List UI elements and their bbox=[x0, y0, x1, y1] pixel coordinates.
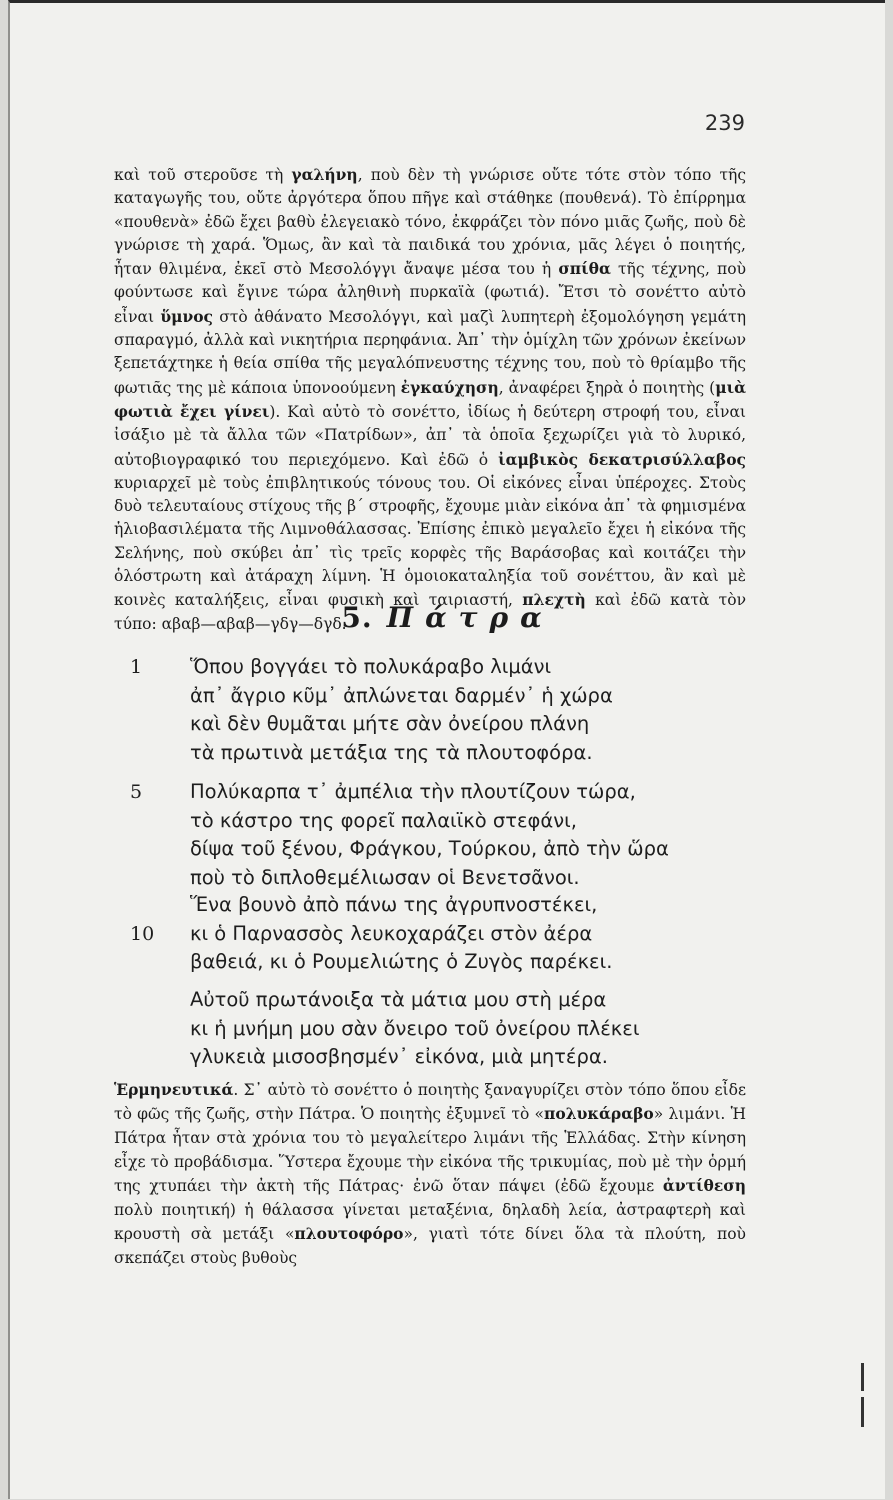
poem-line: δίψα τοῦ ξένου, Φράγκου, Τούρκου, ἀπὸ τὴν ὥρα bbox=[190, 837, 669, 860]
commentary-emphasis: πλεχτὴ bbox=[522, 590, 586, 610]
poem-line: ποὺ τὸ διπλοθεμέλιωσαν οἱ Βενετσᾶνοι. bbox=[190, 865, 580, 889]
interpretation-text: », γιατὶ τότε δίνει ὅλα τὰ πλούτη, ποὺ σκεπάζει στοὺς βυθοὺς bbox=[114, 1225, 746, 1267]
poem-line-text: κι ὁ Παρνασσὸς λευκοχαράζει στὸν ἀέρα bbox=[190, 921, 593, 945]
line-number: 10 bbox=[130, 922, 155, 945]
book-page bbox=[8, 0, 885, 1499]
line-number: 5 bbox=[130, 781, 143, 803]
interpretation-heading: Ἑρμηνευτικά bbox=[114, 1080, 234, 1099]
poem-line: ἀπ᾽ ἄγριο κῦμ᾽ ἀπλώνεται δαρμέν᾽ ἡ χώρα bbox=[190, 683, 613, 707]
interpretation-emphasis: πλουτοφόρο bbox=[294, 1224, 404, 1243]
poem-line: κι ἡ μνήμη μου σὰν ὄνειρο τοῦ ὀνείρου πλέκει bbox=[190, 1016, 640, 1040]
poem-line-text: Ὅπου βογγάει τὸ πολυκάραβο λιμάνι bbox=[190, 655, 552, 678]
commentary-emphasis: μιὰ φωτιὰ ἔχει γίνει bbox=[114, 377, 747, 421]
interpretation-emphasis: ἀντίθεση bbox=[662, 1176, 746, 1195]
poem-line: τὰ πρωτινὰ μετάξια της τὰ πλουτοφόρα. bbox=[190, 740, 593, 764]
interpretation-emphasis: πολυκάραβο bbox=[544, 1104, 654, 1123]
poem-line: τὸ κάστρο της φορεῖ παλαιϊκὸ στεφάνι, bbox=[190, 808, 577, 832]
poem-line: γλυκειὰ μισοσβησμέν᾽ εἰκόνα, μιὰ μητέρα. bbox=[190, 1045, 608, 1068]
poem-line bbox=[130, 920, 750, 949]
stanza-3 bbox=[130, 891, 750, 977]
stanza-2 bbox=[130, 778, 750, 892]
page-number: 239 bbox=[704, 111, 745, 135]
poem-number: 5. bbox=[341, 601, 373, 634]
commentary-emphasis: ἐγκαύχηση bbox=[400, 377, 499, 397]
line-number: 1 bbox=[130, 656, 143, 678]
commentary-text: , ποὺ δὲν τὴ γνώρισε οὔτε τότε στὸν τόπο τῆς καταγωγῆς του, οὔτε ἀργότερα ὅπου πῆγε καὶ στάθηκε (πουθενά). Τὸ ἐπίρρημα «πουθενὰ» ἐδῶ ἔχει βαθὺ ἐλεγειακὸ τόνο, ἐκφράζει τὸν πόνο μιᾶς ζωῆς, ποὺ δὲ γνώρισε τὴ χαρά. Ὅμως, ἂν καὶ τὰ παιδικά του χρόνια, μᾶς λέγει ὁ ποιητής, ἦταν θλιμένα, ἐκεῖ στὸ Μεσολόγγι ἄναψε μέσα του ἡ bbox=[114, 166, 746, 279]
interpretation-text: » λιμάνι. Ἡ Πάτρα ἦταν στὰ χρόνια του τὸ μεγαλείτερο λιμάνι τῆς Ἑλλάδας. Στὴν κίνηση εἶχε τὸ προβάδισμα. Ὕστερα ἔχουμε τὴν εἰκόνα τῆς τρικυμίας, ποὺ μὲ τὴν ὁρμή της χτυπάει τὴν ἀκτὴ τῆς Πάτρας· ἐνῶ ὅταν πάψει (ἐδῶ ἔχουμε bbox=[114, 1105, 746, 1195]
commentary-text: ). Καὶ αὐτὸ τὸ σονέττο, ἰδίως ἡ δεύτερη στροφή του, εἶναι ἰσάξιο μὲ τὰ ἄλλα τῶν «Πατρίδων», ἀπ᾽ τὰ ὁποῖα ξεχωρίζει γιὰ τὸ λυρικό, αὐτοβιογραφικό του περιεχόμενο. Καὶ ἐδῶ ὁ bbox=[114, 402, 746, 469]
commentary-text: καὶ ἐδῶ κατὰ τὸν τύπο: αβαβ—αβαβ—γδγ—δγδ. bbox=[114, 591, 747, 633]
poem-title-text: Πάτρα bbox=[386, 601, 554, 634]
binding-mark bbox=[861, 1397, 864, 1427]
poem-title bbox=[10, 601, 885, 634]
commentary-emphasis: ὕμνος bbox=[160, 306, 213, 326]
poem-line: βαθειά, κι ὁ Ρουμελιώτης ὁ Ζυγὸς παρέκει. bbox=[190, 950, 613, 973]
poem-line: Ἕνα βουνὸ ἀπὸ πάνω της ἀγρυπνοστέκει, bbox=[190, 893, 598, 916]
commentary-text: , ἀναφέρει ξηρὰ ὁ ποιητὴς ( bbox=[498, 378, 716, 397]
interpretation-text: . Σ᾽ αὐτὸ τὸ σονέττο ὁ ποιητὴς ξαναγυρίζει στὸν τόπο ὅπου εἶδε τὸ φῶς τῆς ζωῆς, στὴν Πάτρα. Ὁ ποιητὴς ἐξυμνεῖ τὸ « bbox=[114, 1081, 746, 1123]
commentary-paragraph bbox=[114, 163, 746, 636]
commentary-text: στὸ ἀθάνατο Μεσολόγγι, καὶ μαζὶ λυπητερὴ ἐξομολόγηση γεμάτη σπαραγμό, ἀλλὰ καὶ νικητήρια περηφάνια. Ἀπ᾽ τὴν ὁμίχλη τῶν χρόνων ἐκείνων ξεπετάχτηκε ἡ θεία σπίθα τῆς μεγαλόπνευστης τέχνης του, ποὺ τὸ θρίαμβο τῆς φωτιᾶς της μὲ κάποια ὑπονοούμενη bbox=[114, 307, 746, 397]
stanza-1 bbox=[130, 653, 750, 767]
poem-line bbox=[130, 778, 750, 807]
binding-mark bbox=[861, 1363, 864, 1391]
interpretation-paragraph bbox=[114, 1078, 746, 1270]
stanza-4 bbox=[190, 986, 750, 1072]
commentary-text: τῆς τέχνης, ποὺ φούντωσε καὶ ἔγινε τώρα ἀληθινὴ πυρκαϊὰ (φωτιά). Ἔτσι τὸ σονέττο αὐτὸ εἶναι bbox=[114, 260, 746, 326]
commentary-text: καὶ τοῦ στεροῦσε τὴ bbox=[114, 166, 292, 184]
poem-line-text: Πολύκαρπα τ᾽ ἀμπέλια τὴν πλουτίζουν τώρα, bbox=[190, 780, 636, 803]
commentary-text: κυριαρχεῖ μὲ τοὺς ἐπιβλητικούς τόνους του. Οἱ εἰκόνες εἶναι ὑπέροχες. Στοὺς δυὸ τελευταίους στίχους τῆς β´ στροφῆς, ἔχουμε μιὰν εἰκόνα ἀπ᾽ τὰ φημισμένα ἡλιοβασιλέματα τῆς Λιμνοθάλασσας. Ἐπίσης ἐπικὸ μεγαλεῖο ἔχει ἡ εἰκόνα τῆς Σελήνης, ποὺ σκύβει ἀπ᾽ τὶς τρεῖς κορφὲς τῆς Βαράσοβας καὶ κοιτάζει τὴν ὁλόστρωτη καὶ ἀτάραχη λίμνη. Ἡ ὁμοιοκαταληξία τοῦ σονέττου, ἂν καὶ μὲ κοινὲς καταλήξεις, εἶναι φυσικὴ καὶ ταιριαστή, bbox=[114, 473, 746, 610]
poem-line bbox=[130, 653, 750, 682]
poem-line: Αὐτοῦ πρωτάνοιξα τὰ μάτια μου στὴ μέρα bbox=[190, 988, 607, 1011]
binding-marks bbox=[861, 1363, 867, 1433]
commentary-emphasis: γαλήνη bbox=[291, 165, 358, 184]
commentary-emphasis: σπίθα bbox=[558, 259, 611, 279]
interpretation-text: πολὺ ποιητική) ἡ θάλασσα γίνεται μεταξένια, δηλαδὴ λεία, ἀστραφτερὴ καὶ κρουστὴ σὰ μετάξι « bbox=[114, 1201, 746, 1243]
poem-line: καὶ δὲν θυμᾶται μήτε σὰν ὀνείρου πλάνη bbox=[190, 712, 590, 735]
commentary-emphasis: ἰαμβικὸς δεκατρισύλλαβος bbox=[498, 449, 746, 469]
